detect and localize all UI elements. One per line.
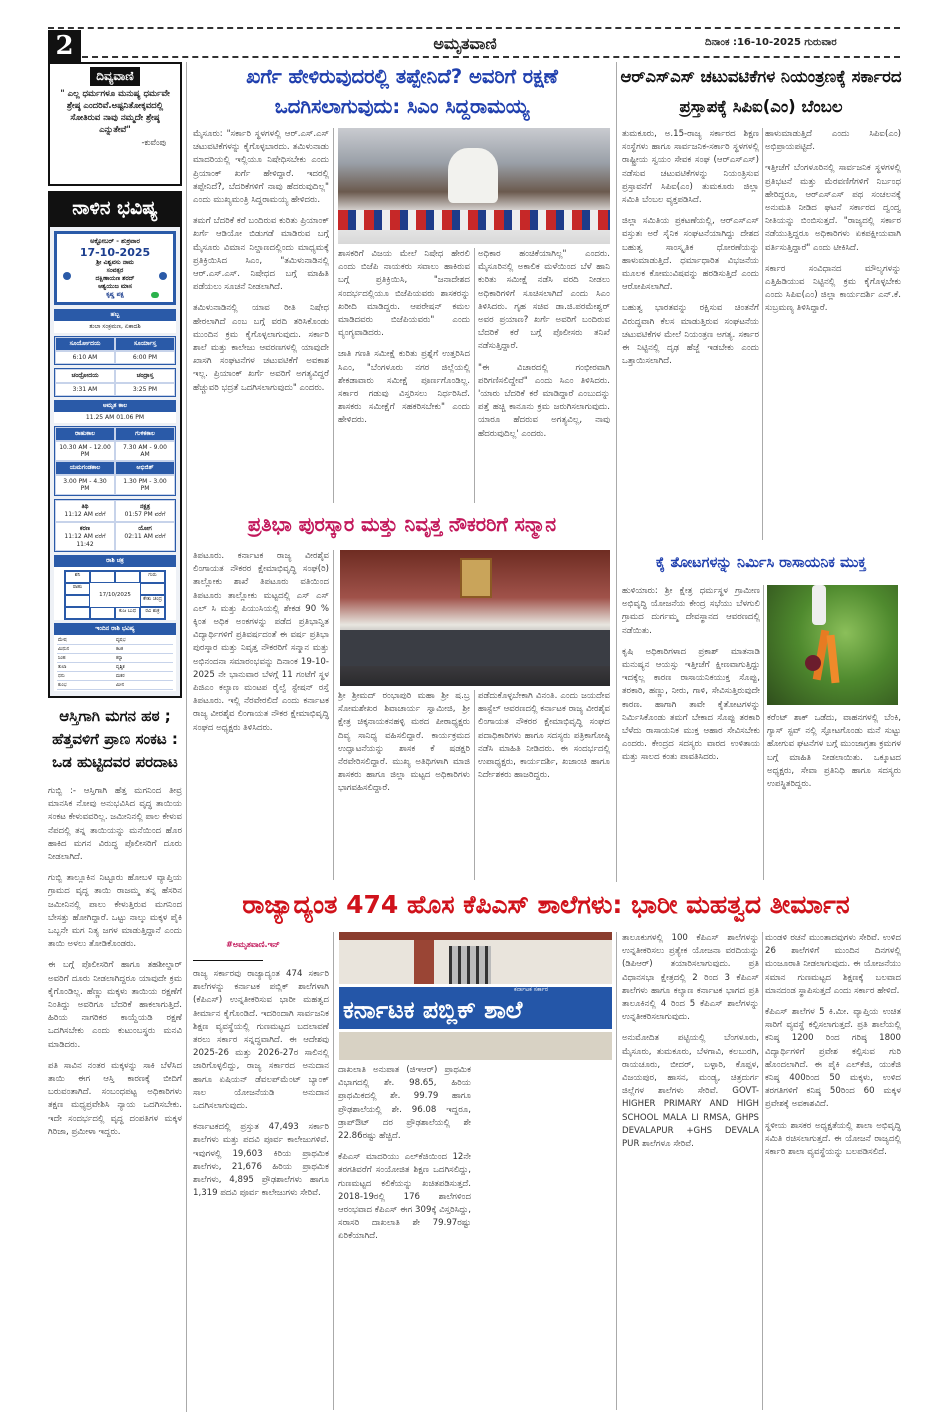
gulika-label: ಗುಳಿಕಕಾಲ (115, 427, 175, 441)
rashi-item: ಕನ್ಯಾ (115, 654, 173, 663)
felicitation-photo (340, 550, 610, 686)
rashi-item: ಕಟಕ (115, 645, 173, 654)
whatsapp-icon[interactable] (151, 292, 159, 298)
rashi-item: ವೃಷಭ (115, 636, 173, 645)
panchang-date: 17-10-2025 (79, 246, 151, 259)
column-rule (333, 550, 334, 880)
paragraph: ತಾಲೂಕುಗಳಲ್ಲಿ 100 ಕೆಪಿಎಸ್ ಶಾಲೆಗಳನ್ನು ಉನ್ನತೀಕರಿಸಲು ಪ್ರತ್ಯೇಕ ಯೋಜನಾ ವರದಿಯನ್ನು (ಡಿಪಿಆರ್) ತಯಾರಿಸಲಾಗುವುದು. ಪ್ರತಿ ವಿಧಾನಸಭಾ ಕ್ಷೇತ್ರದಲ್ಲಿ 2 ರಿಂದ 3 ಕೆಪಿಎಸ್ ಶಾಲೆಗಳು ಹಾಗೂ ಕಲ್ಯಾಣ ಕರ್ನಾಟಕ ಭಾಗದ ಪ್ರತಿ ತಾಲೂಕಿನಲ್ಲಿ 4 ರಿಂದ 5 ಕೆಪಿಎಸ್ ಶಾಲೆಗಳನ್ನು ಉನ್ನತೀಕರಿಸಲಾಗುವುದು. (622, 933, 759, 1023)
festival-block (54, 309, 176, 333)
rahu-value: 10.30 AM - 12.00 PM (55, 441, 115, 461)
paragraph: ಸ್ಥಳೀಯ ಶಾಸಕರ ಅಧ್ಯಕ್ಷತೆಯಲ್ಲಿ ಶಾಲಾ ಅಭಿವೃದ್ಧಿ ಸಮಿತಿ ರಚಿಸಲಾಗುತ್ತದೆ. ಈ ಯೋಜನೆ ರಾಜ್ಯದಲ್ಲಿ ಸರ್ಕಾರಿ ಶಾಲಾ ವ್ಯವಸ್ಥೆಯನ್ನು ಬಲಪಡಿಸಲಿದೆ. (765, 1120, 901, 1158)
paragraph: ತಿಪಟೂರು. ಕರ್ನಾಟಕ ರಾಜ್ಯ ವೀರಶೈವ ಲಿಂಗಾಯತ ನೌಕರರ ಕ್ಷೇಮಾಭಿವೃದ್ಧಿ ಸಂಘ(ರಿ) ತಾಲ್ಲೋಕು ಶಾಖೆ ತಿಪಟೂರು ವತಿಯಿಂದ ತಿಪಟೂರು ತಾಲ್ಲೋಕು ಮಟ್ಟದಲ್ಲಿ ಎಸ್ ಎಸ್ ಎಲ್ ಸಿ ಮತ್ತು ಪಿಯುಸಿಯಲ್ಲಿ ಶೇಕಡ 90 % ಕ್ಕಿಂತ ಅಧಿಕ ಅಂಕಗಳನ್ನು ಪಡೆದ ಪ್ರತಿಭಾನ್ವಿತ ವಿದ್ಯಾರ್ಥಿಗಳಿಗೆ ಪ್ರತಿವರ್ಷದಂತೆ ಈ ವರ್ಷ ಪ್ರತಿಭಾ ಪುರಸ್ಕಾರ ಮತ್ತು ನಿವೃತ್ತ ನೌಕರರಿಗೆ ಸನ್ಮಾನ ಮತ್ತು ಅಭಿನಂದನಾ ಸಮಾರಂಭವನ್ನು ದಿನಾಂಕ 19-10-2025 ನೇ ಭಾನುವಾರ ಬೆಳಗ್ಗೆ 11 ಗಂಟೆಗೆ ಸ್ಥಳ ಪಿಜಿಎಂ ಕಲ್ಯಾಣ ಮಂಟಪ ರೈಲ್ವೆ ಸ್ಟೇಷನ್ ರಸ್ತೆ ತಿಪಟೂರು. ಇಲ್ಲಿ ನೆರವೇರಲಿದೆ ಎಂದು ಕರ್ನಾಟಕ ರಾಜ್ಯ ವೀರಶೈವ ಲಿಂಗಾಯತ ನೌಕರ ಕ್ಷೇಮಾಭಿವೃದ್ಧಿ ಸಂಘದ ಅಧ್ಯಕ್ಷರು ತಿಳಿಸಿದರು. (193, 551, 329, 733)
paragraph: ಮೈಸೂರು: "ಸರ್ಕಾರಿ ಸ್ಥಳಗಳಲ್ಲಿ ಆರ್.ಎಸ್.ಎಸ್ ಚಟುವಟಿಕೆಗಳನ್ನು ಕೈಗೊಳ್ಳಬಾರದು. ತಮಿಳುನಾಡು ಮಾದರಿಯಲ್ಲಿ ಇಲ್ಲಿಯೂ ನಿಷೇಧಿಸಬೇಕು ಎಂದು ಪ್ರಿಯಾಂಕ್ ಖರ್ಗೆ ಹೇಳಿದ್ದಾರೆ. ಇದರಲ್ಲಿ ತಪ್ಪೇನಿದೆ?, ಬೆದರಿಕೆಗಳಿಗೆ ನಾವು ಹೆದರುವುದಿಲ್ಲ" ಎಂದು ಮುಖ್ಯಮಂತ್ರಿ ಸಿದ್ದರಾಮಯ್ಯ ಹೇಳಿದರು. (193, 129, 329, 206)
chart-cell: ರಾಹು (65, 583, 90, 595)
kps-headline: ರಾಜ್ಯಾದ್ಯಂತ 474 ಹೊಸ ಕೆಪಿಎಸ್ ಶಾಲೆಗಳು: ಭಾರೀ ಮಹತ್ವದ ತೀರ್ಮಾನ (242, 890, 850, 919)
paragraph: ಗುಬ್ಬಿ :- ಆಸ್ತಿಗಾಗಿ ಹೆತ್ತ ಮಗನಿಂದ ತೀವ್ರ ಮಾನಸಿಕ ನೋವು ಅನುಭವಿಸಿದ ವೃದ್ಧ ತಾಯಿಯ ಸಂಕಟ ಕೇಳುವವರಿಲ್ಲ. ಜಮೀನಿನಲ್ಲಿ ಪಾಲ ಕೇಳುವ ನೆಪದಲ್ಲಿ ತನ್ನ ತಾಯಿಯನ್ನು ಮನೆಯಿಂದ ಹೊರ ಹಾಕಿದ ಮಗನ ವಿರುದ್ಧ ಪೊಲೀಸರಿಗೆ ದೂರು ನೀಡಲಾಗಿದೆ. (48, 786, 182, 863)
masthead: ಅಮೃತವಾಣಿ (433, 34, 497, 53)
paragraph: ಕೃಷಿ ಅಧಿಕಾರಿಗಳಾದ ಪ್ರಕಾಶ್ ಮಾತನಾಡಿ ಮನುಷ್ಯನ ಆಯಸ್ಸು ಇತ್ತೀಚೆಗೆ ಕ್ಷೀಣವಾಗುತ್ತಿದ್ದು ಇದಕ್ಕೆಲ್ಲ ಕಾರಣ ರಾಸಾಯನಿಕಯುಕ್ತ ಸೊಪ್ಪು, ತರಕಾರಿ, ಹಣ್ಣು, ನೀರು, ಗಾಳಿ, ಸೇವಿಸುತ್ತಿರುವುದೇ ಕಾರಣ. ಹಾಗಾಗಿ ತಾವೇ ಕೈತೋಟಗಳನ್ನು ನಿರ್ಮಿಸಿಕೊಂಡು ತಮಗೆ ಬೇಕಾದ ಸೊಪ್ಪು ತರಕಾರಿ ಬೆಳೆದು ರಾಸಾಯನಿಕ ಮುಕ್ತ ಆಹಾರ ಸೇವಿಸಬೇಕು ಎಂದರು. ಕೇಂದ್ರದ ಸದಸ್ಯರು ವಾರದ ಉಳಿತಾಯ ಮತ್ತು ಸಾಲದ ಕಂತು ಪಾವತಿಸಿದರು. (622, 646, 760, 763)
rashi-item: ಮಿಥುನ (57, 645, 115, 654)
paragraph: ಹಾಳುಮಾಡುತ್ತಿದೆ ಎಂದು ಸಿಪಿಐ(ಎಂ) ಅಭಿಪ್ರಾಯಪಟ್ಟಿದೆ. (765, 129, 901, 153)
column-rule (616, 932, 617, 1410)
kps-col3 (622, 932, 759, 1410)
rashi-item: ತುಲಾ (57, 663, 115, 672)
rashi-item: ಮಕರ (115, 672, 173, 681)
issue-date: ದಿನಾಂಕ :16-10-2025 ಗುರುವಾರ (705, 37, 837, 48)
paragraph: ಕೆಪಿಎಸ್ ಮಾದರಿಯು ಎಲ್‌ಕೆಜಿಯಿಂದ 12ನೇ ತರಗತಿವರೆಗೆ ಸಂಯೋಜಿತ ಶಿಕ್ಷಣ ಒದಗಿಸಲಿದ್ದು, ಗುಣಮಟ್ಟದ ಕಲಿಕೆಯನ್ನು ಖಚಿತಪಡಿಸುತ್ತದೆ. 2018-19ರಲ್ಲಿ 176 ಶಾಲೆಗಳಿಂದ ಆರಂಭವಾದ ಕೆಪಿಎಸ್ ಈಗ 309ಕ್ಕೆ ವಿಸ್ತರಿಸಿದ್ದು, ಸರಾಸರಿ ದಾಖಲಾತಿ ಶೇ 79.97ರಷ್ಟು ಏರಿಕೆಯಾಗಿದೆ. (338, 1152, 471, 1242)
rashi-chakra (54, 555, 176, 620)
page-number: 2 (48, 30, 81, 62)
column-rule (616, 62, 617, 882)
paragraph: ಗುಬ್ಬಿ ತಾಲ್ಲೂಕಿನ ನಿಟ್ಟೂರು ಹೋಬಳಿ ವ್ಯಾಪ್ತಿಯ ಗ್ರಾಮದ ವೃದ್ಧ ತಾಯಿ ರಾಜಮ್ಮ ತನ್ನ ಹೆಸರಿನ ಜಮೀನಿನಲ್ಲಿ ಪಾಲು ಕೇಳುತ್ತಿರುವ ಮಗನಿಂದ ಬೇಸತ್ತು ಹೋಗಿದ್ದಾರೆ. ಒಟ್ಟು ನಾಲ್ಕು ಮಕ್ಕಳ ಪೈಕಿ ಒಬ್ಬನೇ ಮಗ ನಿತ್ಯ ಜಗಳ ಮಾಡುತ್ತಿದ್ದಾನೆ ಎಂದು ತಾಯಿ ಅಳಲು ತೋಡಿಕೊಂಡರು. (48, 873, 182, 950)
column-rule (762, 932, 763, 1410)
rashi-bhavishya (54, 623, 176, 691)
rashi-item: ಸಿಂಹ (57, 654, 115, 663)
column-rule (186, 62, 187, 1412)
paragraph: ಈ ಬಗ್ಗೆ ಪೊಲೀಸರಿಗೆ ಹಾಗೂ ತಹಶೀಲ್ದಾರ್ ಅವರಿಗೆ ದೂರು ನೀಡಲಾಗಿದ್ದರೂ ಯಾವುದೇ ಕ್ರಮ ಕೈಗೊಂಡಿಲ್ಲ. ಹೆಣ್ಣು ಮಕ್ಕಳು ತಾಯಿಯ ರಕ್ಷಣೆಗೆ ನಿಂತಿದ್ದು ಅವರಿಗೂ ಬೆದರಿಕೆ ಹಾಕಲಾಗುತ್ತಿದೆ. ಹಿರಿಯ ನಾಗರಿಕರ ಕಾಯ್ದೆಯಡಿ ರಕ್ಷಣೆ ಒದಗಿಸಬೇಕು ಎಂದು ಕುಟುಂಬಸ್ಥರು ಮನವಿ ಮಾಡಿದರು. (48, 960, 182, 1050)
detail-line: ಶ್ರೀ ವಿಶ್ವವಸು ನಾಮ (96, 259, 134, 266)
nakshatra-label: ನಕ್ಷತ್ರ (139, 503, 151, 510)
column-rule (762, 128, 763, 540)
header-rule (82, 56, 900, 58)
garden-headline: ಕೈ ತೋಟಗಳನ್ನು ನಿರ್ಮಿಸಿ ರಾಸಾಯನಿಕ ಮುಕ್ತ (655, 555, 867, 571)
festival-text: ತುಲಾ ಸಂಕ್ರಮಣ, ಏಕಾದಶಿ (89, 323, 141, 330)
chart-date: 17/10/2025 (99, 592, 131, 598)
column-rule (474, 690, 475, 880)
paragraph: ಸರ್ಕಾರ ಸಂವಿಧಾನದ ಮೌಲ್ಯಗಳನ್ನು ಎತ್ತಿಹಿಡಿಯುವ ನಿಟ್ಟಿನಲ್ಲಿ ಕ್ರಮ ಕೈಗೊಳ್ಳಬೇಕು ಎಂದು ಸಿಪಿಐ(ಎಂ) ಜಿಲ್ಲಾ ಕಾರ್ಯದರ್ಶಿ ಎನ್.ಕೆ. ಸುಬ್ರಮಣ್ಯ ತಿಳಿಸಿದ್ದಾರೆ. (765, 263, 901, 314)
divyavani-title: ದಿವ್ಯವಾಣಿ (90, 67, 140, 86)
pratibha-headline: ಪ್ರತಿಭಾ ಪುರಸ್ಕಾರ ಮತ್ತು ನಿವೃತ್ತ ನೌಕರರಿಗೆ ಸನ್ಮಾನ (247, 513, 557, 536)
kps-col1 (193, 968, 329, 1410)
sunset-label: ಸೂರ್ಯಾಸ್ತ (115, 337, 175, 351)
yoga-label: ಯೋಗ (138, 525, 152, 532)
amrita-label: ಅಮೃತ ಕಾಲ (54, 400, 176, 412)
amrita-block (54, 400, 176, 423)
rss-col1 (622, 128, 759, 540)
divyavani-author: -ಕುವೆಂಪು (141, 138, 166, 147)
paragraph: ತಮಿಳುನಾಡಿನಲ್ಲಿ ಯಾವ ರೀತಿ ನಿಷೇಧ ಹೇರಲಾಗಿದೆ ಎಂಬ ಬಗ್ಗೆ ವರದಿ ತರಿಸಿಕೊಂಡು ಮುಂದಿನ ಕ್ರಮ ಕೈಗೊಳ್ಳಲಾಗುವುದು. ಸರ್ಕಾರಿ ಶಾಲೆ ಮತ್ತು ಕಾಲೇಜು ಆವರಣಗಳಲ್ಲಿ ಯಾವುದೇ ಖಾಸಗಿ ಸಂಘಟನೆಗಳ ಚಟುವಟಿಕೆಗೆ ಅವಕಾಶ ಇಲ್ಲ. ಪ್ರಿಯಾಂಕ್ ಖರ್ಗೆ ಅವರಿಗೆ ಅಗತ್ಯವಿದ್ದರೆ ಹೆಚ್ಚುವರಿ ಭದ್ರತೆ ಒದಗಿಸಲಾಗುವುದು" ಎಂದರು. (193, 303, 329, 393)
detail-line: ದಕ್ಷಿಣಾಯಣ ಶರದ್ (95, 275, 135, 282)
moonset-value: 3:25 PM (115, 383, 175, 396)
paragraph: ತಮಗೆ ಬೆದರಿಕೆ ಕರೆ ಬಂದಿರುವ ಕುರಿತು ಪ್ರಿಯಾಂಕ್ ಖರ್ಗೆ ಆಡಿಯೋ ಬಿಡುಗಡೆ ಮಾಡಿರುವ ಬಗ್ಗೆ ಮೈಸೂರು ವಿಮಾನ ನಿಲ್ದಾಣದಲ್ಲಿಂದು ಮಾಧ್ಯಮಕ್ಕೆ ಪ್ರತಿಕ್ರಿಯಿಸಿದ ಸಿಎಂ, "ತಮಿಳುನಾಡಿನಲ್ಲಿ ಆರ್.ಎಸ್.ಎಸ್. ನಿಷೇಧದ ಬಗ್ಗೆ ಮಾಹಿತಿ ಪಡೆಯಲು ಸೂಚನೆ ನೀಡಲಾಗಿದೆ. (193, 216, 329, 293)
paragraph: ಜಿಲ್ಲಾ ಸಮಿತಿಯ ಪ್ರಕಟಣೆಯಲ್ಲಿ, ಆರ್‌ಎಸ್‌ಎಸ್ ವಸ್ತುತಃ ಅರೆ ಸೈನಿಕ ಸಂಘಟನೆಯಾಗಿದ್ದು ದೇಶದ ಬಹುತ್ವ ಸಾಂಸ್ಕೃತಿಕ ಧೋರಣೆಯನ್ನು ಹಾಳುಮಾಡುತ್ತಿದೆ. ಧರ್ಮಾಧಾರಿತ ವಿಭಜನೆಯ ಮೂಲಕ ಕೋಮುವಿಷವನ್ನು ಹರಡಿಸುತ್ತಿದೆ ಎಂದು ಆರೋಪಿಸಲಾಗಿದೆ. (622, 216, 759, 293)
rashi-item: ಮೇಷ (57, 636, 115, 645)
chart-label: ರಾಶಿ ಚಕ್ರ (54, 555, 176, 567)
chart-cell: ಕುಜ ಬುಧ (115, 607, 140, 619)
rss-col2 (765, 128, 901, 540)
yamaganda-value: 3.00 PM - 4.30 PM (55, 475, 115, 495)
paragraph: ಕೆಪಿಎಸ್ ಶಾಲೆಗಳ 5 ಕಿ.ಮೀ. ವ್ಯಾಪ್ತಿಯ ಉಚಿತ ಸಾರಿಗೆ ವ್ಯವಸ್ಥೆ ಕಲ್ಪಿಸಲಾಗುತ್ತದೆ. ಪ್ರತಿ ಶಾಲೆಯಲ್ಲಿ ಕನಿಷ್ಠ 1200 ರಿಂದ ಗರಿಷ್ಠ 1800 ವಿದ್ಯಾರ್ಥಿಗಳಿಗೆ ಪ್ರವೇಶ ಕಲ್ಪಿಸುವ ಗುರಿ ಹೊಂದಲಾಗಿದೆ. ಈ ಪೈಕಿ ಎಲ್‌ಕೆಜಿ, ಯುಕೆಜಿ ಕನಿಷ್ಠ 400ರಿಂದ 50 ಮಕ್ಕಳು, ಉಳಿದ ತರಗತಿಗಳಿಗೆ ಕನಿಷ್ಠ 50ರಿಂದ 60 ಮಕ್ಕಳ ಪ್ರವೇಶಕ್ಕೆ ಅವಕಾಶವಿದೆ. (765, 1007, 901, 1110)
nakshatra-value: 01:57 PM ವರೆಗೆ (124, 511, 166, 518)
timings-moon (54, 368, 176, 397)
rahu-label: ರಾಹುಕಾಲ (55, 427, 115, 441)
kharge-col3 (478, 248, 610, 503)
karana-value: 11:12 AM ವರೆಗೆ 11:42 (64, 533, 106, 548)
chart-cell: ಕೇತು ಚಂದ್ರ (140, 595, 165, 607)
detail-line: ಕೃಷ್ಣ ಪಕ್ಷ (106, 291, 124, 298)
divyavani-quote: " ಎಲ್ಲ ಧರ್ಮಗಳೂ ಮನುಷ್ಯ ಧರ್ಮವೇ ಶ್ರೇಷ್ಠ ಎಂದರಿವೆ.ಅಷ್ಟನಿತೋಕ್ಕವದಲ್ಲಿ ಸೋತಿರುವ ನಾವು ನಮ್ಮದೇ ಶ್ರೇಷ್ಠ ಎನ್ನುತೇವೆ" (60, 89, 170, 135)
sunset-value: 6:00 PM (115, 351, 175, 364)
kps-col2 (338, 1064, 471, 1410)
garden-col1 (622, 585, 760, 880)
vegetable-garden-photo (767, 585, 898, 705)
kharge-col1 (193, 128, 329, 500)
panchang-box (48, 225, 182, 698)
detail-line: ಆಶ್ವಯುಜ ಮಾಸ (98, 283, 132, 290)
month-label: ಅಕ್ಟೋಬರ್ - ಶುಕ್ರವಾರ (90, 237, 140, 245)
paragraph: ತುಮಕೂರು, ಅ.15-ರಾಜ್ಯ ಸರ್ಕಾರದ ಶಿಕ್ಷಣ ಸಂಸ್ಥೆಗಳು ಹಾಗೂ ಸಾರ್ವಜನಿಕ-ಸರ್ಕಾರಿ ಸ್ಥಳಗಳಲ್ಲಿ ರಾಷ್ಟ್ರೀಯ ಸ್ವಯಂ ಸೇವಕ ಸಂಘ (ಆರ್‌ಎಸ್‌ಎಸ್) ನಡೆಸುವ ಚಟುವಟಿಕೆಗಳನ್ನು ನಿಯಂತ್ರಿಸುವ ಪ್ರಸ್ತಾವನೆಗೆ ಸಿಪಿಐ(ಎಂ) ತುಮಕೂರು ಜಿಲ್ಲಾ ಸಮಿತಿ ಬೆಂಬಲ ವ್ಯಕ್ತಪಡಿಸಿದೆ. (622, 129, 759, 206)
festival-label: ಹಬ್ಬ (54, 309, 176, 321)
paragraph: ರಾಜ್ಯ ಸರ್ಕಾರವು ರಾಜ್ಯಾದ್ಯಂತ 474 ಸರ್ಕಾರಿ ಶಾಲೆಗಳನ್ನು ಕರ್ನಾಟಕ ಪಬ್ಲಿಕ್ ಶಾಲೆಗಳಾಗಿ (ಕೆಪಿಎಸ್) ಉನ್ನತೀಕರಿಸುವ ಭಾರೀ ಮಹತ್ವದ ತೀರ್ಮಾನ ಕೈಗೊಂಡಿದೆ. ಇದರಿಂದಾಗಿ ಸಾರ್ವಜನಿಕ ಶಿಕ್ಷಣ ವ್ಯವಸ್ಥೆಯಲ್ಲಿ ಗುಣಮಟ್ಟದ ಬದಲಾವಣೆ ತರಲು ಸರ್ಕಾರ ಸನ್ನದ್ಧವಾಗಿದೆ. ಈ ಆದೇಶವು 2025-26 ಮತ್ತು 2026-27ರ ಸಾಲಿನಲ್ಲಿ ಜಾರಿಗೊಳ್ಳಲಿದ್ದು, ರಾಜ್ಯ ಸರ್ಕಾರದ ಅನುದಾನ ಹಾಗೂ ಏಷಿಯನ್ ಡೆವಲಪ್‌ಮೆಂಟ್ ಬ್ಯಾಂಕ್ ಸಾಲ ಯೋಜನೆಯಡಿ ಅನುದಾನ ಒದಗಿಸಲಾಗುವುದು. (193, 969, 329, 1112)
kharge-col2 (338, 248, 470, 503)
amrita-value: 11.25 AM 01.06 PM (85, 414, 145, 421)
detail-line: ಸಂವತ್ಸರ (106, 267, 124, 274)
property-body (48, 785, 182, 1410)
yamaganda-label: ಯಮಗಂಡಕಾಲ (55, 461, 115, 475)
chart-cell: ರವಿ ಶುಕ್ರ (140, 607, 165, 619)
kharge-headline: ಖರ್ಗೆ ಹೇಳಿರುವುದರಲ್ಲಿ ತಪ್ಪೇನಿದೆ? ಅವರಿಗೆ ರಕ್ಷಣೆ ಒದಗಿಸಲಾಗುವುದು: ಸಿಎಂ ಸಿದ್ದರಾಮಯ್ಯ (246, 65, 558, 118)
date-card (54, 231, 176, 305)
timings-kala (54, 426, 176, 496)
karana-label: ಕರಣ (79, 525, 91, 532)
yoga-value: 02:11 AM ವರೆಗೆ (124, 533, 166, 540)
chart-cell: ಶನಿ (65, 571, 90, 583)
divyavani-box (48, 62, 182, 186)
paragraph: ಮಂಡಳಿ ರಚನೆ ಮುಂತಾದವುಗಳು ಸೇರಿವೆ. ಉಳಿದ 26 ಶಾಲೆಗಳಿಗೆ ಮುಂದಿನ ದಿನಗಳಲ್ಲಿ ಮಂಜೂರಾತಿ ನೀಡಲಾಗುವುದು. ಈ ಯೋಜನೆಯು ಸಮಾನ ಗುಣಮಟ್ಟದ ಶಿಕ್ಷಣಕ್ಕೆ ಬಲವಾದ ಮಾನದಂಡ ಸ್ಥಾಪಿಸುತ್ತದೆ ಎಂದು ಸರ್ಕಾರ ಹೇಳಿದೆ. (765, 933, 901, 996)
next-day-icon[interactable] (159, 272, 167, 280)
rashi-item: ವೃಶ್ಚಿಕ (115, 663, 173, 672)
tithi-grid (54, 499, 176, 552)
rashi-label: ಇಂದಿನ ರಾಶಿ ಭವಿಷ್ಯ (54, 623, 176, 635)
rss-headline: ಆರ್‌ಎಸ್‌ಎಸ್ ಚಟುವಟಿಕೆಗಳ ನಿಯಂತ್ರಣಕ್ಕೆ ಸರ್ಕಾರದ ಪ್ರಸ್ತಾಪಕ್ಕೆ ಸಿಪಿಐ(ಎಂ) ಬೆಂಬಲ (620, 67, 902, 116)
column-rule (333, 128, 334, 503)
column-rule (474, 248, 475, 503)
paragraph: ದಾಖಲಾತಿ ಅನುಪಾತ (ಜಿಇಆರ್) ಪ್ರಾಥಮಿಕ ವಿಭಾಗದಲ್ಲಿ ಶೇ. 98.65, ಹಿರಿಯ ಪ್ರಾಥಮಿಕದಲ್ಲಿ ಶೇ. 99.79 ಹಾಗೂ ಪ್ರೌಢಶಾಲೆಯಲ್ಲಿ ಶೇ. 96.08 ಇದ್ದರೂ, ಡ್ರಾಪ್‌ಔಟ್ ದರ ಪ್ರೌಢಶಾಲೆಯಲ್ಲಿ ಶೇ 22.86ರಷ್ಟು ಹೆಚ್ಚಿದೆ. (338, 1065, 471, 1142)
moonrise-value: 3:31 AM (55, 383, 115, 396)
rashi-item: ಕುಂಭ (57, 681, 115, 690)
sunrise-label: ಸೂರ್ಯೋದಯ (55, 337, 115, 351)
rashi-item: ಮೀನ (115, 681, 173, 690)
property-headline: ಆಸ್ತಿಗಾಗಿ ಮಗನ ಹಠ ; ಹೆತ್ತವಳಿಗೆ ಪ್ರಾಣ ಸಂಕಟ : ಒಡ ಹುಟ್ಟಿದವರ ಪರದಾಟ (52, 707, 178, 771)
paragraph: "ಈ ವಿಚಾರದಲ್ಲಿ ಗಂಭೀರವಾಗಿ ಪರಿಗಣಿಸಲಿದ್ದೇವೆ" ಎಂದು ಸಿಎಂ ತಿಳಿಸಿದರು. 'ಯಾರು ಬೆದರಿಕೆ ಕರೆ ಮಾಡಿದ್ದಾರೆ ಎಂಬುದನ್ನು ಪತ್ತೆ ಹಚ್ಚಿ ಕಾನೂನು ಕ್ರಮ ಜರುಗಿಸಲಾಗುವುದು. ಯಾರೂ ಹೆದರುವ ಅಗತ್ಯವಿಲ್ಲ, ನಾವು ಹೆದರುವುದಿಲ್ಲ' ಎಂದರು. (478, 362, 610, 439)
sunrise-value: 6:10 AM (55, 351, 115, 364)
rashi-item: ಧನು (57, 672, 115, 681)
tag-rule (193, 960, 263, 961)
moonset-label: ಚಂದ್ರಾಸ್ತ (115, 369, 175, 383)
horoscope-title: ನಾಳಿನ ಭವಿಷ್ಯ (48, 191, 182, 226)
paragraph: ಕರೆಂಟ್ ಶಾಕ್ ಒಡೆದು, ವಾಹನಗಳಲ್ಲಿ ಬೆಂಕಿ, ಗ್ಯಾಸ್ ಸ್ಟವ್ ನಲ್ಲಿ ಸ್ಫೋಟಗೊಂಡು ಮನೆ ಸುಟ್ಟು ಹೋಗುವ ಘಟನೆಗಳ ಬಗ್ಗೆ ಮುಂಜಾಗ್ರತಾ ಕ್ರಮಗಳ ಬಗ್ಗೆ ಮಾಹಿತಿ ನೀಡಲಾಯಿತು. ಒಕ್ಕೂಟದ ಅಧ್ಯಕ್ಷರು, ಸೇವಾ ಪ್ರತಿನಿಧಿ ಹಾಗೂ ಸದಸ್ಯರು ಉಪಸ್ಥಿತರಿದ್ದರು. (767, 713, 901, 790)
column-rule (333, 932, 334, 1410)
top-rule (48, 27, 900, 29)
chart-cell: ಗುರು (140, 571, 165, 583)
paragraph: ಹುಳಿಯಾರು: ಶ್ರೀ ಕ್ಷೇತ್ರ ಧರ್ಮಸ್ಥಳ ಗ್ರಾಮೀಣ ಅಭಿವೃದ್ಧಿ ಯೋಜನೆಯ ಕೇಂದ್ರ ಸಭೆಯು ಬೆಳಗುಲಿ ಗ್ರಾಮದ ದುರ್ಗಮ್ಮ ದೇವಸ್ಥಾನದ ಆವರಣದಲ್ಲಿ ನಡೆಯಿತು. (622, 586, 760, 636)
prev-day-icon[interactable] (63, 272, 71, 280)
tithi-label: ತಿಥಿ (81, 503, 89, 510)
paragraph: ಅಧಿಕಾರ ಹಂಚಿಕೆಯಾಗಿಲ್ಲ" ಎಂದರು. ಮೈಸೂರಿನಲ್ಲಿ ಅಕಾಲಿಕ ಮಳೆಯಿಂದ ಬೆಳೆ ಹಾನಿ ಕುರಿತು ಸಮೀಕ್ಷೆ ನಡೆಸಿ ವರದಿ ನೀಡಲು ಅಧಿಕಾರಿಗಳಿಗೆ ಸೂಚಿಸಲಾಗಿದೆ ಎಂದು ಸಿಎಂ ತಿಳಿಸಿದರು. ಗೃಹ ಸಚಿವ ಡಾ.ಜಿ.ಪರಮೇಶ್ವರ್ ಅವರ ಪ್ರಯಾಣ? ಖರ್ಗೆ ಅವರಿಗೆ ಬಂದಿರುವ ಬೆದರಿಕೆ ಕರೆ ಬಗ್ಗೆ ಪೊಲೀಸರು ತನಿಖೆ ನಡೆಸುತ್ತಿದ್ದಾರೆ. (478, 249, 610, 352)
tithi-value: 11:12 AM ವರೆಗೆ (64, 511, 106, 518)
abhijit-label: ಅಭಿಜಿತ್ (115, 461, 175, 475)
garden-col2 (767, 712, 901, 880)
school-sign-small: ಕರ್ನಾಟಕ ಸರ್ಕಾರ (514, 986, 549, 993)
paragraph: ಪತಿ ಸಾವಿನ ನಂತರ ಮಕ್ಕಳನ್ನು ಸಾಕಿ ಬೆಳೆಸಿದ ತಾಯಿ ಈಗ ಆಸ್ತಿ ಕಾರಣಕ್ಕೆ ಬೀದಿಗೆ ಬರುವಂತಾಗಿದೆ. ಸಂಬಂಧಪಟ್ಟ ಅಧಿಕಾರಿಗಳು ತಕ್ಷಣ ಮಧ್ಯಪ್ರವೇಶಿಸಿ ನ್ಯಾಯ ಒದಗಿಸಬೇಕು. ಇದೇ ಸಂದರ್ಭದಲ್ಲಿ ವೃದ್ಧ ದಂಪತಿಗಳ ಮಕ್ಕಳ ಗಿರಿಜಾ, ಪ್ರಮೀಳಾ ಇದ್ದರು. (48, 1060, 182, 1137)
pratibha-col1 (193, 550, 329, 880)
paragraph: ಶಾಸಕರಿಗೆ ವಿಜಯ ಮೇಲೆ ನಿಷೇಧ ಹೇರಲಿ ಎಂದು ಬಿಜೆಪಿ ನಾಯಕರು ಸವಾಲು ಹಾಕಿರುವ ಬಗ್ಗೆ ಪ್ರತಿಕ್ರಿಯಿಸಿ, "ಜನಾದೇಶದ ಸಂದರ್ಭದಲ್ಲಿಯೂ ಬಿಜೆಪಿಯವರು ಶಾಸಕರನ್ನು ಖರೀದಿ ಮಾಡಿದ್ದರು. ಆಪರೇಷನ್ ಕಮಲ ಮಾಡಿದವರು ಬಿಜೆಪಿಯವರು" ಎಂದು ವ್ಯಂಗ್ಯವಾಡಿದರು. (338, 249, 470, 339)
cm-press-photo (338, 128, 610, 244)
kps-school-photo (339, 932, 612, 1060)
timings-sun (54, 336, 176, 365)
news-tag: #ಅಮೃತವಾಣಿ.ಇನ್ (226, 940, 280, 949)
paragraph: ಶ್ರೀ ಶ್ರೀಮದ್ ರಂಭಾಪುರಿ ಮಹಾ ಶ್ರೀ ಷ.ಬ್ರ ಸೋಮಶೇಖರ ಶಿವಾಚಾರ್ಯ ಸ್ವಾಮೀಜಿ, ಶ್ರೀ ಕ್ಷೇತ್ರ ಚಿಕ್ಕನಾಯಕನಹಳ್ಳಿ ಮಠದ ಪೀಠಾಧ್ಯಕ್ಷರು ದಿವ್ಯ ಸಾನಿಧ್ಯ ವಹಿಸಲಿದ್ದಾರೆ. ಕಾರ್ಯಕ್ರಮದ ಉದ್ಘಾಟನೆಯನ್ನು ಶಾಸಕ ಕೆ ಷಡಕ್ಷರಿ ನೆರವೇರಿಸಲಿದ್ದಾರೆ. ಮುಖ್ಯ ಅತಿಥಿಗಳಾಗಿ ಮಾಜಿ ಶಾಸಕರು ಹಾಗೂ ಜಿಲ್ಲಾ ಮಟ್ಟದ ಅಧಿಕಾರಿಗಳು ಭಾಗವಹಿಸಲಿದ್ದಾರೆ. (338, 691, 470, 794)
gulika-value: 7.30 AM - 9.00 AM (115, 441, 175, 461)
pratibha-col2 (338, 690, 470, 880)
pratibha-col3 (478, 690, 610, 880)
column-rule (763, 585, 764, 880)
paragraph: ಕರ್ನಾಟಕದಲ್ಲಿ ಪ್ರಸ್ತುತ 47,493 ಸರ್ಕಾರಿ ಶಾಲೆಗಳು ಮತ್ತು ಪದವಿ ಪೂರ್ವ ಕಾಲೇಜುಗಳಿವೆ. ಇವುಗಳಲ್ಲಿ 19,603 ಕಿರಿಯ ಪ್ರಾಥಮಿಕ ಶಾಲೆಗಳು, 21,676 ಹಿರಿಯ ಪ್ರಾಥಮಿಕ ಶಾಲೆಗಳು, 4,895 ಪ್ರೌಢಶಾಲೆಗಳು ಹಾಗೂ 1,319 ಪದವಿ ಪೂರ್ವ ಕಾಲೇಜುಗಳು ಸೇರಿವೆ. (193, 1122, 329, 1199)
moonrise-label: ಚಂದ್ರೋದಯ (55, 369, 115, 383)
abhijit-value: 1.30 PM - 3.00 PM (115, 475, 175, 495)
kps-col4 (765, 932, 901, 1410)
paragraph: ಅನುಮೋದಿತ ಪಟ್ಟಿಯಲ್ಲಿ ಬೆಂಗಳೂರು, ಮೈಸೂರು, ತುಮಕೂರು, ಬೆಳಗಾವಿ, ಕಲಬುರಗಿ, ರಾಯಚೂರು, ಬೀದರ್, ಬಳ್ಳಾರಿ, ಕೊಪ್ಪಳ, ವಿಜಯಪುರ, ಹಾಸನ, ಮಂಡ್ಯ, ಚಿತ್ರದುರ್ಗ ಜಿಲ್ಲೆಗಳ ಶಾಲೆಗಳು ಸೇರಿವೆ. GOVT- HIGHER PRIMARY AND HIGH SCHOOL MALA LI RMSA, GHPS DEVALAPUR +GHS DEVALA PUR ಶಾಲೆಗಳೂ ಸೇರಿವೆ. (622, 1033, 759, 1150)
paragraph: ಬಹುತ್ವ ಭಾರತವನ್ನು ರಕ್ಷಿಸುವ ಚಿಂತನೆಗೆ ವಿರುದ್ಧವಾಗಿ ಕೆಲಸ ಮಾಡುತ್ತಿರುವ ಸಂಘಟನೆಯ ಚಟುವಟಿಕೆಗಳ ಮೇಲೆ ನಿಯಂತ್ರಣ ಅಗತ್ಯ. ಸರ್ಕಾರ ಈ ನಿಟ್ಟಿನಲ್ಲಿ ದೃಢ ಹೆಜ್ಜೆ ಇಡಬೇಕು ಎಂದು ಒತ್ತಾಯಿಸಲಾಗಿದೆ. (622, 303, 759, 367)
paragraph: ಇತ್ತೀಚೆಗೆ ಬೆಂಗಳೂರಿನಲ್ಲಿ ಸಾರ್ವಜನಿಕ ಸ್ಥಳಗಳಲ್ಲಿ ಪ್ರತಿಭಟನೆ ಮತ್ತು ಮೆರವಣಿಗೆಗಳಿಗೆ ನಿರ್ಬಂಧ ಹೇರಿದ್ದರೂ, ಆರ್‌ಎಸ್‌ಎಸ್ ಪಥ ಸಂಚಲನಕ್ಕೆ ಅನುಮತಿ ನೀಡಿದ ಘಟನೆ ಸರ್ಕಾರದ ದ್ವಂದ್ವ ನೀತಿಯನ್ನು ಬಿಂಬಿಸುತ್ತದೆ. "ರಾಜ್ಯದಲ್ಲಿ ಸರ್ಕಾರ ನಡೆಯುತ್ತಿದ್ದರೂ ಅಧಿಕಾರಿಗಳು ಏಕಪಕ್ಷೀಯವಾಗಿ ವರ್ತಿಸುತ್ತಿದ್ದಾರೆ" ಎಂದು ಟೀಕಿಸಿದೆ. (765, 163, 901, 253)
school-sign: ಕರ್ನಾಟಕ ಪಬ್ಲಿಕ್ ಶಾಲೆ (339, 984, 612, 1032)
paragraph: ಜಾತಿ ಗಣತಿ ಸಮೀಕ್ಷೆ ಕುರಿತು ಪ್ರಶ್ನೆಗೆ ಉತ್ತರಿಸಿದ ಸಿಎಂ, "ಬೆಂಗಳೂರು ನಗರ ಜಿಲ್ಲೆಯಲ್ಲಿ ಶೇಕಡಾವಾರು ಸಮೀಕ್ಷೆ ಪೂರ್ಣಗೊಂಡಿಲ್ಲ. ಸರ್ಕಾರ ಗಡುವು ವಿಸ್ತರಿಸಲು ನಿರ್ಧರಿಸಿದೆ. ಶಾಸಕರು ಸಮೀಕ್ಷೆಗೆ ಸಹಕರಿಸಬೇಕು" ಎಂದು ಹೇಳಿದರು. (338, 349, 470, 426)
paragraph: ಪಡೆದುಕೊಳ್ಳಬೇಕಾಗಿ ವಿನಂತಿ. ಎಂದು ಜಯದೇವ ಹಾಸ್ಟೆಲ್ ಆವರಣದಲ್ಲಿ ಕರ್ನಾಟಕ ರಾಜ್ಯ ವೀರಶೈವ ಲಿಂಗಾಯತ ನೌಕರರ ಕ್ಷೇಮಾಭಿವೃದ್ಧಿ ಸಂಘದ ಪದಾಧಿಕಾರಿಗಳು ಹಾಗೂ ಸದಸ್ಯರು ಪತ್ರಿಕಾಗೋಷ್ಠಿ ನಡೆಸಿ ಮಾಹಿತಿ ನೀಡಿದರು. ಈ ಸಂದರ್ಭದಲ್ಲಿ ಉಪಾಧ್ಯಕ್ಷರು, ಕಾರ್ಯದರ್ಶಿ, ಖಜಾಂಚಿ ಹಾಗೂ ನಿರ್ದೇಶಕರು ಹಾಜರಿದ್ದರು. (478, 691, 610, 781)
